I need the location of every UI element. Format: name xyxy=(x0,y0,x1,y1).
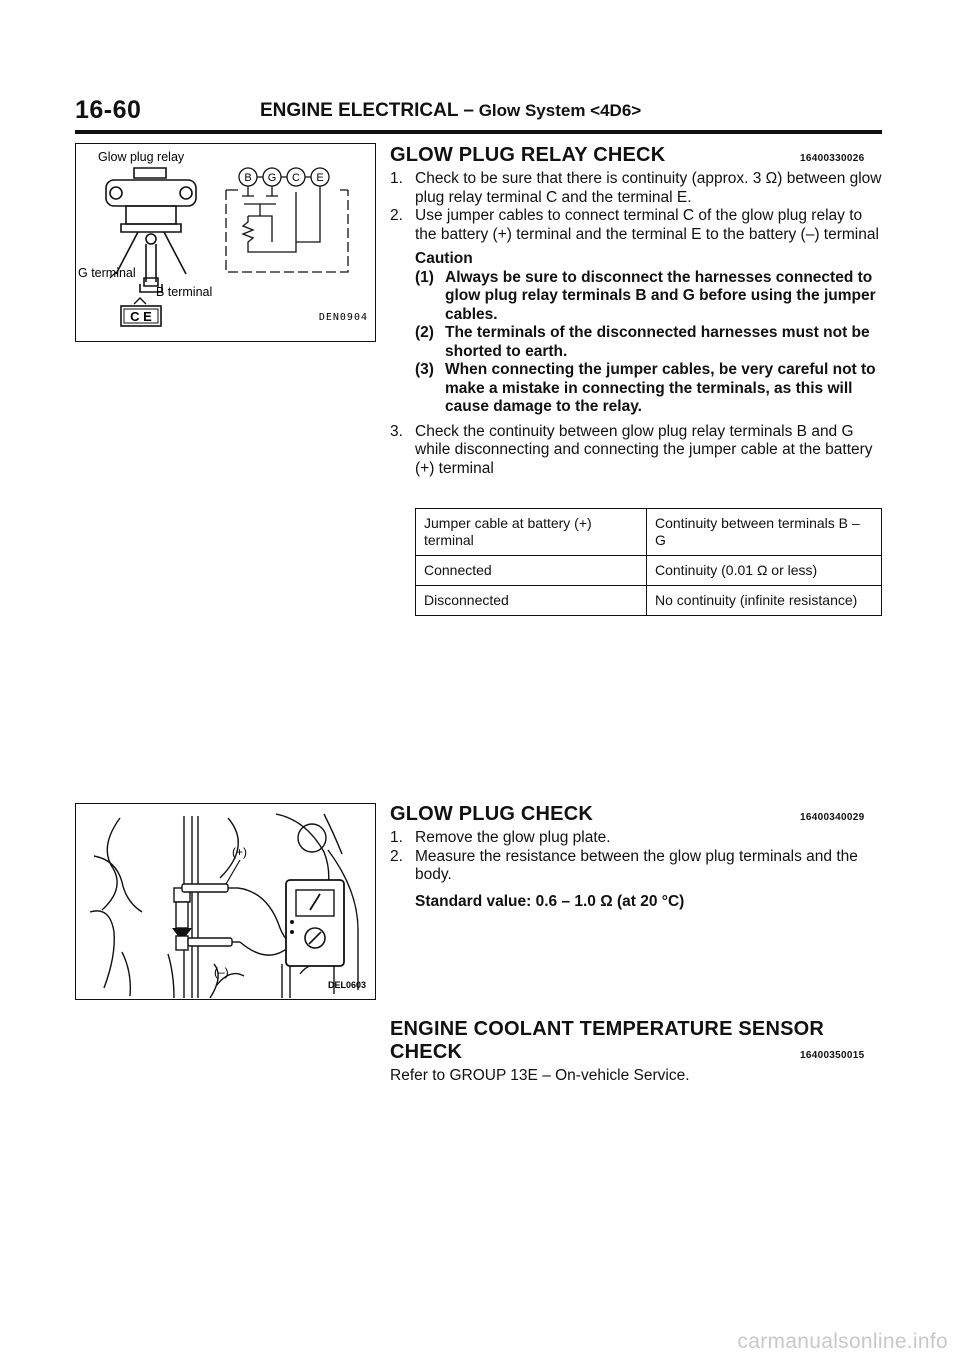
step-2: 2. Use jumper cables to connect terminal C of the glow plug relay to the battery (+) terminal and the terminal E to the battery (–) terminal xyxy=(390,207,879,243)
plug-step-1: 1. Remove the glow plug plate. xyxy=(390,829,611,846)
table-row xyxy=(416,586,882,616)
terminal-g-label: G xyxy=(267,172,277,184)
g-terminal-label: G terminal xyxy=(78,266,136,280)
sensor-check-title-line1: ENGINE COOLANT TEMPERATURE SENSOR xyxy=(390,1018,825,1040)
terminal-b-label: B xyxy=(244,172,252,184)
watermark: carmanualsonline.info xyxy=(737,1330,948,1353)
relay-check-body xyxy=(390,170,882,478)
page-title-main: ENGINE ELECTRICAL – xyxy=(260,100,474,121)
page-title-sub: Glow System <4D6> xyxy=(473,101,642,120)
table-cell: Connected xyxy=(416,556,647,586)
figure-code: DEL0603 xyxy=(327,980,366,990)
terminal-c-label: C xyxy=(292,172,300,184)
step-3: 3. Check the continuity between glow plug relay terminals B and G while disconnecting and connecting the jumper cable at the battery (+) terminal xyxy=(390,422,873,477)
plug-check-title: GLOW PLUG CHECK xyxy=(390,803,593,825)
relay-check-code: 16400330026 xyxy=(800,153,865,164)
table-header-row xyxy=(416,509,882,556)
header-rule xyxy=(75,130,882,134)
page-title xyxy=(260,100,641,122)
step-1: 1. Check to be sure that there is continuity (approx. 3 Ω) between glow plug relay terminal C and the terminal E. xyxy=(390,170,882,206)
plug-step-2: 2. Measure the resistance between the glow plug terminals and the body. xyxy=(390,847,858,883)
caution-2: (2) The terminals of the disconnected harnesses must not be shorted to earth. xyxy=(415,324,870,360)
connector-icon xyxy=(121,298,161,326)
table-row xyxy=(416,556,882,586)
caution-3: (3) When connecting the jumper cables, be very careful not to make a mistake in connecting the terminals, as this will cause damage to the relay. xyxy=(415,361,876,415)
caution-1: (1) Always be sure to disconnect the harnesses connected to glow plug relay terminals B and G before using the jumper cables. xyxy=(415,268,876,323)
continuity-table xyxy=(415,508,882,616)
b-terminal-label: B terminal xyxy=(156,285,213,299)
glow-plug-check-figure xyxy=(75,803,376,1000)
sensor-check-code: 16400350015 xyxy=(800,1050,865,1061)
relay-diagram xyxy=(76,144,374,340)
table-cell: Disconnected xyxy=(416,586,647,616)
sensor-check-title-line2: CHECK xyxy=(390,1041,463,1063)
glow-plug-relay-figure xyxy=(75,143,376,342)
table-cell: No continuity (infinite resistance) xyxy=(647,586,882,616)
plug-check-body xyxy=(390,829,882,911)
relay-label: Glow plug relay xyxy=(98,150,185,164)
table-cell: Continuity (0.01 Ω or less) xyxy=(647,556,882,586)
multimeter-icon xyxy=(286,880,344,966)
table-header-cell: Jumper cable at battery (+) terminal xyxy=(416,509,647,556)
terminal-e-label: E xyxy=(316,172,324,184)
sensor-check-text: Refer to GROUP 13E – On-vehicle Service. xyxy=(390,1067,690,1084)
caution-label: Caution xyxy=(415,250,473,267)
connector-label: C E xyxy=(130,309,152,324)
relay-check-title: GLOW PLUG RELAY CHECK xyxy=(390,144,666,166)
plus-lead-label: (+) xyxy=(232,845,247,859)
page-number: 16-60 xyxy=(75,96,142,124)
table-header-cell: Continuity between terminals B – G xyxy=(647,509,882,556)
minus-lead-label: (–) xyxy=(214,965,229,979)
plug-check-code: 16400340029 xyxy=(800,812,865,823)
figure-code: DEN0904 xyxy=(318,312,368,323)
plug-measurement-diagram xyxy=(76,804,374,998)
standard-value: Standard value: 0.6 – 1.0 Ω (at 20 °C) xyxy=(415,892,685,910)
